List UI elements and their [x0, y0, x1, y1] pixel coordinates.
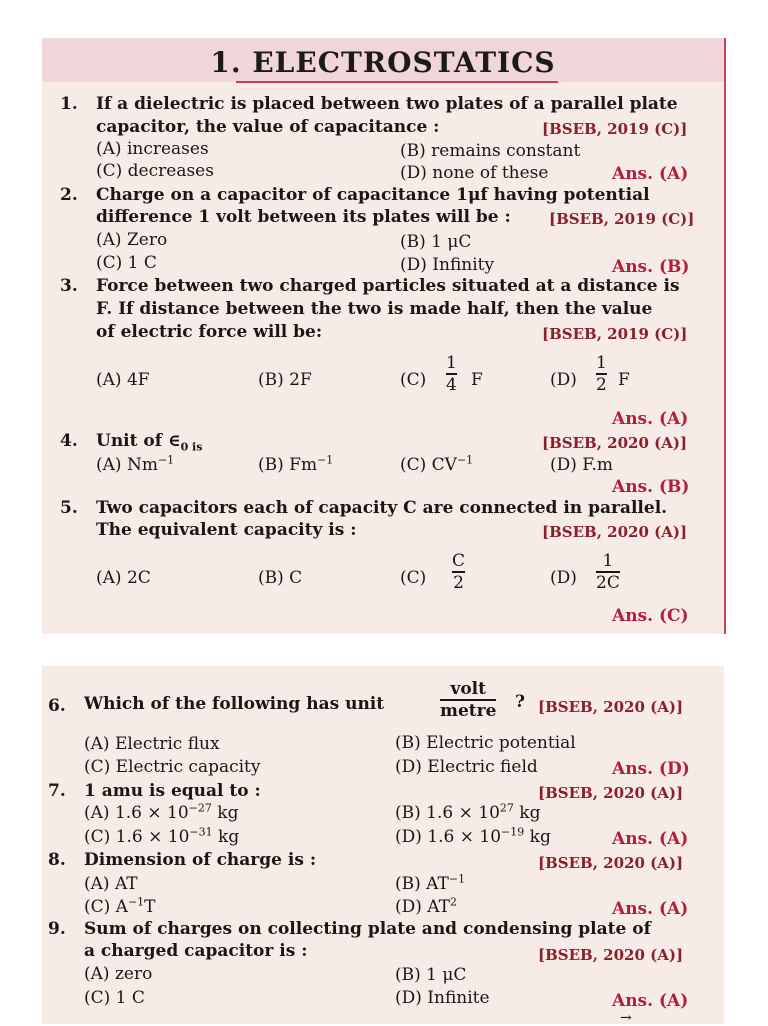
q5-option-c-fraction [452, 552, 465, 592]
q8-option-b-sup: −1 [448, 872, 466, 886]
q8-option-c-sup: −1 [127, 895, 145, 909]
fraction-denominator: metre [440, 700, 497, 721]
q3-option-b: (B) 2F [258, 370, 312, 390]
q3-text-line2: F. If distance between the two is made half, then the value [96, 299, 653, 319]
title-underline [236, 81, 558, 83]
q4-option-c-sup: −1 [456, 453, 474, 467]
q9-answer: Ans. (A) [612, 991, 689, 1011]
q4-source: [BSEB, 2020 (A)] [542, 434, 688, 452]
q3-answer: Ans. (A) [612, 409, 689, 429]
q2-answer: Ans. (B) [612, 257, 690, 277]
q1-option-b: (B) remains constant [400, 141, 581, 161]
q8-text-line1: Dimension of charge is : [84, 850, 317, 870]
q7-option-a [84, 803, 238, 823]
q9-option-c: (C) 1 C [84, 988, 145, 1008]
q6-option-a: (A) Electric flux [84, 734, 220, 754]
q5-source: [BSEB, 2020 (A)] [542, 523, 688, 541]
q4-text: Unit of ∈ [96, 431, 181, 451]
q2-option-a: (A) Zero [96, 230, 168, 250]
fraction-numerator: 1 [446, 353, 457, 373]
q5-option-a: (A) 2C [96, 568, 151, 588]
q4-option-c [400, 455, 473, 475]
fraction-denominator: 2 [596, 374, 607, 395]
q9-option-b: (B) 1 μC [395, 965, 467, 985]
q4-option-b-text: (B) Fm [258, 455, 318, 475]
q8-option-d-text: (D) AT [395, 897, 450, 917]
q7-option-b-unit: kg [513, 803, 541, 823]
q7-option-c-sup: −31 [189, 825, 213, 839]
q3-option-d-fraction [596, 354, 607, 394]
q7-option-c-unit: kg [212, 827, 240, 847]
q5-option-d-fraction [596, 552, 620, 592]
q9-text-line1: Sum of charges on collecting plate and condensing plate of [84, 919, 651, 939]
q8-answer: Ans. (A) [612, 899, 689, 919]
q5-answer: Ans. (C) [612, 606, 689, 626]
fraction-numerator: 1 [602, 551, 614, 571]
q2-option-b: (B) 1 μC [400, 232, 472, 252]
q1-answer: Ans. (A) [612, 164, 689, 184]
q4-option-a-sup: −1 [157, 453, 175, 467]
q2-text-line2: difference 1 volt between its plates will be : [96, 207, 511, 227]
q7-option-b-sup: 27 [499, 801, 514, 815]
q4-text-line1 [96, 431, 203, 454]
q9-source: [BSEB, 2020 (A)] [538, 946, 684, 964]
q7-option-a-unit: kg [211, 803, 239, 823]
fraction-denominator: 2C [596, 572, 620, 593]
q6-number: 6. [48, 696, 66, 716]
q8-number: 8. [48, 850, 66, 870]
q7-option-b-text: (B) 1.6 × 10 [395, 803, 500, 823]
q8-option-c-text: (C) A [84, 897, 128, 917]
q4-number: 4. [60, 431, 78, 451]
q8-option-d-sup: 2 [449, 895, 457, 909]
q7-option-d [395, 827, 551, 847]
q1-option-c: (C) decreases [96, 161, 214, 181]
q8-option-b [395, 874, 465, 894]
q3-option-d-tail: F [618, 370, 630, 390]
q4-option-d: (D) F.m [550, 455, 613, 475]
fraction-denominator: 2 [453, 572, 464, 593]
q4-option-b-sup: −1 [317, 453, 334, 467]
q5-text-line2: The equivalent capacity is : [96, 520, 357, 540]
q3-option-c-label: (C) [400, 370, 427, 390]
q7-option-d-unit: kg [524, 827, 551, 847]
q3-number: 3. [60, 276, 78, 296]
q6-option-d: (D) Electric field [395, 757, 538, 777]
q6-text-line1: Which of the following has unit [84, 694, 385, 714]
q9-text-line2: a charged capacitor is : [84, 941, 308, 961]
q7-text-line1: 1 amu is equal to : [84, 781, 261, 801]
q8-option-c [84, 897, 156, 917]
q6-answer: Ans. (D) [612, 759, 690, 779]
q5-option-c-label: (C) [400, 568, 427, 588]
q4-subscript: 0 is [180, 440, 203, 454]
q1-source: [BSEB, 2019 (C)] [542, 120, 688, 138]
q1-number: 1. [60, 94, 78, 114]
q5-number: 5. [60, 498, 78, 518]
q1-option-a: (A) increases [96, 139, 209, 159]
q1-text-line2: capacitor, the value of capacitance : [96, 117, 440, 137]
q7-option-d-text: (D) 1.6 × 10 [395, 827, 502, 847]
q5-option-d-label: (D) [550, 568, 577, 588]
q2-option-d: (D) Infinity [400, 255, 495, 275]
q7-option-b [395, 803, 540, 823]
q6-option-c: (C) Electric capacity [84, 757, 261, 777]
q3-text-line3: of electric force will be: [96, 322, 323, 342]
q2-option-c: (C) 1 C [96, 253, 157, 273]
q3-option-d-label: (D) [550, 370, 577, 390]
fraction-numerator: volt [450, 679, 486, 699]
q3-option-c-tail: F [471, 370, 483, 390]
q9-option-d: (D) Infinite [395, 988, 490, 1008]
q3-option-a: (A) 4F [96, 370, 150, 390]
q5-option-b: (B) C [258, 568, 303, 588]
q5-text-line1: Two capacitors each of capacity C are connected in parallel. [96, 498, 668, 518]
q7-number: 7. [48, 781, 66, 801]
q1-text-line1: If a dielectric is placed between two plates of a parallel plate [96, 94, 678, 114]
chapter-title [42, 46, 724, 79]
q7-option-a-sup: −27 [188, 801, 212, 815]
q2-number: 2. [60, 185, 78, 205]
q6-source: [BSEB, 2020 (A)] [538, 698, 684, 716]
q8-option-a: (A) AT [84, 874, 138, 894]
q3-text-line1: Force between two charged particles situated at a distance is [96, 276, 680, 296]
q9-option-a: (A) zero [84, 964, 153, 984]
q1-option-d: (D) none of these [400, 163, 549, 183]
q7-source: [BSEB, 2020 (A)] [538, 784, 684, 802]
q6-question-mark: ? [515, 692, 525, 712]
q9-number: 9. [48, 919, 66, 939]
q4-answer: Ans. (B) [612, 477, 690, 497]
chapter-title-text: 1. ELECTROSTATICS [210, 46, 556, 79]
q8-option-b-text: (B) AT [395, 874, 449, 894]
q6-option-b: (B) Electric potential [395, 733, 576, 753]
q7-option-c [84, 827, 239, 847]
q4-option-c-text: (C) CV [400, 455, 457, 475]
q8-source: [BSEB, 2020 (A)] [538, 854, 684, 872]
q8-option-c-tail: T [144, 897, 156, 917]
q6-unit-fraction [440, 680, 496, 720]
next-page-arrow-icon: → [620, 1010, 632, 1026]
q2-source: [BSEB, 2019 (C)] [549, 210, 695, 228]
q2-text-line1: Charge on a capacitor of capacitance 1μf having potential [96, 185, 650, 205]
q7-option-a-text: (A) 1.6 × 10 [84, 803, 189, 823]
q7-option-d-sup: −19 [501, 825, 525, 839]
q4-option-a [96, 455, 174, 475]
q8-option-d [395, 897, 457, 917]
fraction-denominator: 4 [446, 374, 457, 395]
q7-option-c-text: (C) 1.6 × 10 [84, 827, 190, 847]
q4-option-a-text: (A) Nm [96, 455, 158, 475]
fraction-numerator: 1 [596, 353, 607, 373]
fraction-numerator: C [452, 551, 466, 571]
q3-source: [BSEB, 2019 (C)] [542, 325, 688, 343]
q4-option-b [258, 455, 333, 475]
q7-answer: Ans. (A) [612, 829, 689, 849]
q3-option-c-fraction [446, 354, 457, 394]
